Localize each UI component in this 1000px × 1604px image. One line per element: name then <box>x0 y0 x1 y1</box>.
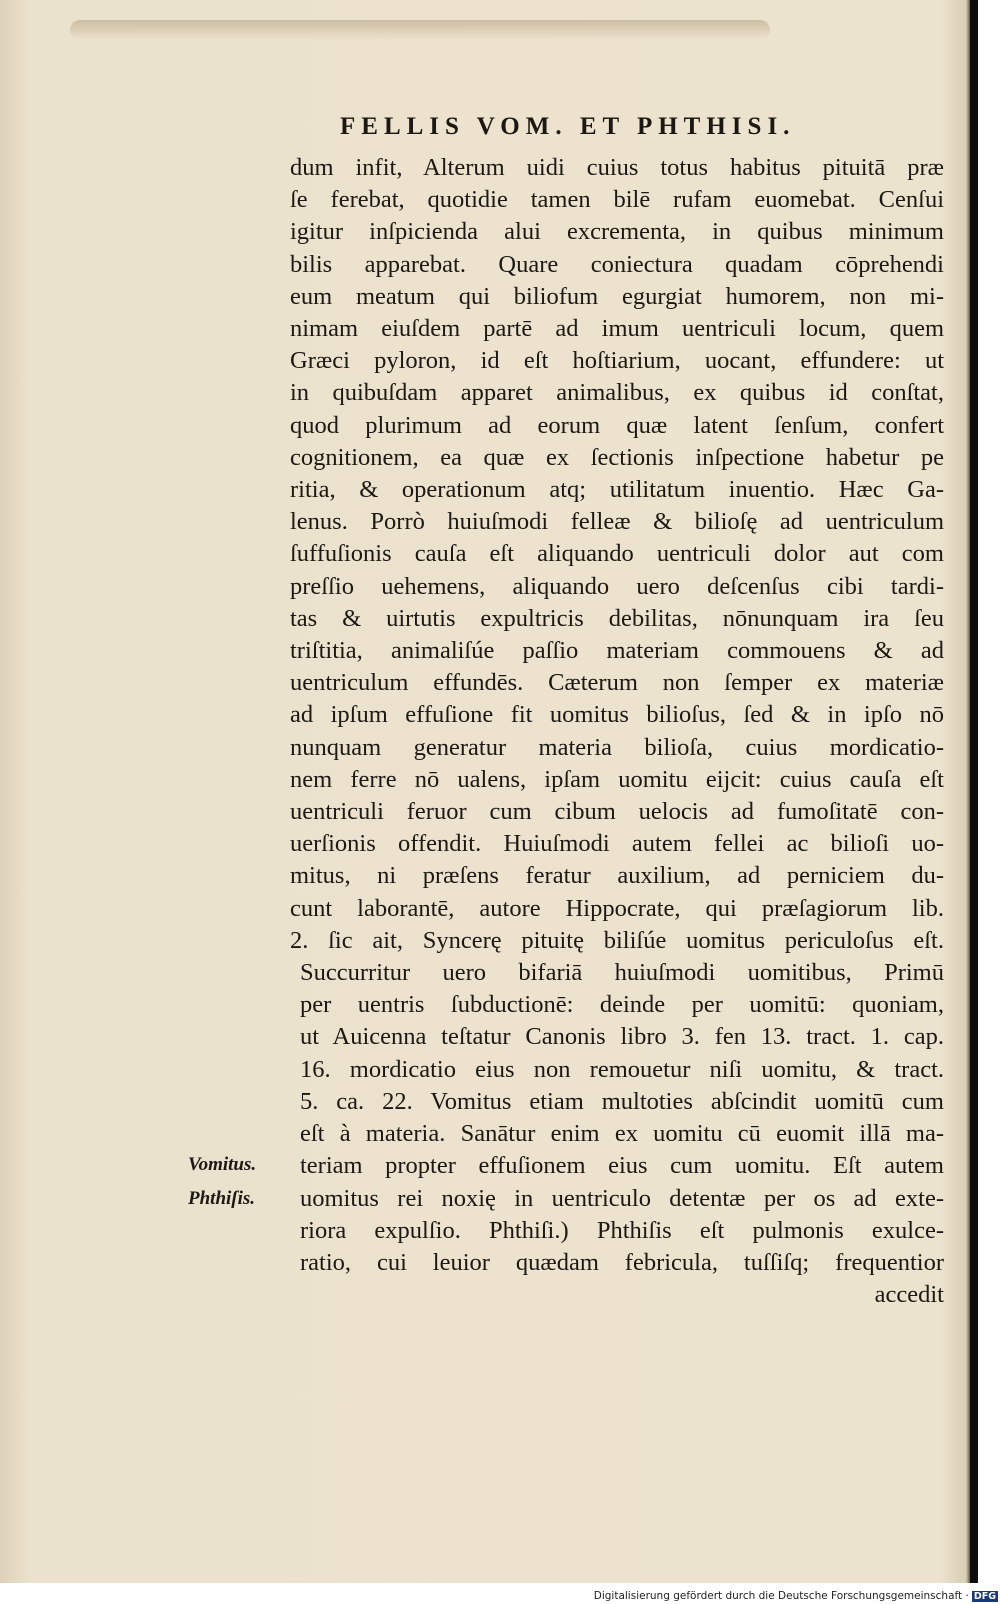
text-line: Græci pyloron, id eſt hoſtiarium, uocant, effundere: ut <box>290 347 944 375</box>
text-line: uentriculum effundēs. Cæterum non ſemper ex materiæ <box>290 669 944 697</box>
text-line: nimam eiuſdem partē ad imum uentriculi locum, quem <box>290 315 944 343</box>
text-line: tas & uirtutis expultricis debilitas, nōnunquam ira ſeu <box>290 604 944 632</box>
page-edge-shadow <box>970 0 978 1583</box>
text-line: lenus. Porrò huiuſmodi felleæ & bilioſę ad uentriculum <box>290 508 944 536</box>
text-line: ſe ferebat, quotidie tamen bilē rufam euomebat. Cenſui <box>290 186 944 214</box>
text-line: uerſionis offendit. Huiuſmodi autem fellei ac bilioſi uo- <box>290 830 944 858</box>
text-line: Succurritur uero bifariā huiuſmodi uomitibus, Primū <box>300 959 944 987</box>
text-line: mitus, ni præſens feratur auxilium, ad perniciem du- <box>290 862 944 890</box>
text-line: uentriculi feruor cum cibum uelocis ad fumoſitatē con- <box>290 798 944 826</box>
text-line: 5. ca. 22. Vomitus etiam multoties abſcindit uomitū cum <box>300 1087 944 1115</box>
text-line: igitur inſpicienda alui excrementa, in quibus minimum <box>290 218 944 246</box>
text-line: quod plurimum ad eorum quæ latent ſenſum, confert <box>290 411 944 439</box>
text-line: 16. mordicatio eius non remouetur niſi uomitu, & tract. <box>300 1055 944 1083</box>
text-line: per uentris ſubductionē: deinde per uomitū: quoniam, <box>300 991 944 1019</box>
text-line: cunt laborantē, autore Hippocrate, qui præſagiorum lib. <box>290 894 944 922</box>
text-line: teriam propter effuſionem eius cum uomitu. Eſt autem <box>300 1152 944 1180</box>
text-line: nunquam generatur materia bilioſa, cuius mordicatio- <box>290 733 944 761</box>
margin-note-vomitus: Vomitus. <box>188 1154 257 1175</box>
text-line: dum infit, Alterum uidi cuius totus habitus pituitā præ <box>290 154 944 181</box>
text-line: nem ferre nō ualens, ipſam uomitu eijcit: cuius cauſa eſt <box>290 765 944 793</box>
text-line: in quibuſdam apparet animalibus, ex quibus id conſtat, <box>290 379 944 407</box>
text-line: ſuffuſionis cauſa eſt aliquando uentriculi dolor aut com <box>290 540 944 568</box>
text-line: 2. ſic ait, Syncerę pituitę biliſúe uomitus periculoſus eſt. <box>290 926 944 954</box>
text-line: eſt à materia. Sanātur enim ex uomitu cū euomit illā ma- <box>300 1120 944 1148</box>
text-line: triſtitia, animaliſúe paſſio materiam commouens & ad <box>290 637 944 665</box>
margin-note-phthisis: Phthiſis. <box>188 1188 256 1209</box>
text-line: cognitionem, ea quæ ex ſectionis inſpectione habetur pe <box>290 443 944 471</box>
body-text <box>290 152 944 1311</box>
footer-text: Digitalisierung gefördert durch die Deutsche Forschungsgemeinschaft · <box>593 1590 969 1602</box>
text-line: ritia, & operationum atq; utilitatum inuentio. Hæc Ga- <box>290 476 944 504</box>
page-stain <box>70 20 770 40</box>
text-line: uomitus rei noxię in uentriculo detentæ per os ad exte- <box>300 1184 944 1212</box>
catchword: accedit <box>874 1281 944 1309</box>
text-line: ut Auicenna teſtatur Canonis libro 3. fen 13. tract. 1. cap. <box>300 1023 944 1051</box>
footer-credit <box>0 1590 998 1604</box>
text-line: eum meatum qui biliofum egurgiat humorem, non mi- <box>290 282 944 310</box>
text-line: riora expulſio. Phthiſi.) Phthiſis eſt pulmonis exulce- <box>300 1216 944 1244</box>
text-line: ad ipſum effuſione fit uomitus bilioſus, ſed & in ipſo nō <box>290 701 944 729</box>
text-line: ratio, cui leuior quædam febricula, tuſſiſq; frequentior <box>300 1248 944 1276</box>
running-title: FELLIS VOM. ET PHTHISI. <box>340 113 796 140</box>
text-line: bilis apparebat. Quare coniectura quadam cōprehendi <box>290 250 944 278</box>
dfg-logo-icon: DFG <box>973 1591 996 1602</box>
text-line: preſſio uehemens, aliquando uero deſcenſus cibi tardi- <box>290 572 944 600</box>
